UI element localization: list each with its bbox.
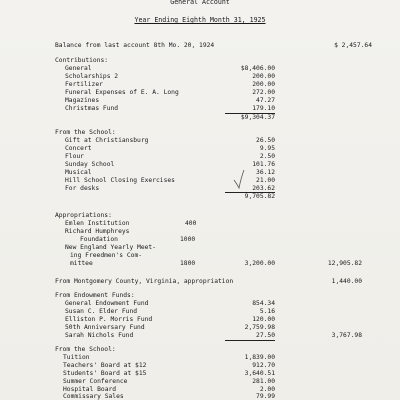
contribution-amount: 272.00 <box>252 89 275 96</box>
contribution-label: Fertilizer <box>65 81 103 88</box>
contribution-label: Christmas Fund <box>65 105 119 112</box>
endowment-item-label: Sarah Nichols Fund <box>65 332 134 339</box>
school-item-label: Gift at Christiansburg <box>65 137 149 144</box>
contributions-total: $9,304.37 <box>240 114 275 121</box>
endowment-item-amount: 5.16 <box>259 308 275 315</box>
school2-item-label: Hospital Board <box>63 386 117 393</box>
running-total: 12,905.82 <box>327 260 362 267</box>
endowment-total: 3,767.98 <box>331 332 362 339</box>
contribution-amount: $8,406.00 <box>240 65 275 72</box>
school-item-amount: 9.95 <box>259 145 275 152</box>
school-item-label: For desks <box>65 185 100 192</box>
school2-item-amount: 281.00 <box>252 378 275 385</box>
school2-item-amount: 79.99 <box>256 393 275 400</box>
richard-label-2: Foundation <box>80 236 118 243</box>
contribution-label: Magazines <box>65 97 100 104</box>
emlen-label: Emlen Institution <box>65 220 130 227</box>
endowment-item-label: Susan C. Elder Fund <box>65 308 138 315</box>
endowment-item-label: Elliston P. Morris Fund <box>65 316 153 323</box>
contribution-label: Scholarships 2 <box>65 73 119 80</box>
richard-amount: 1000 <box>180 236 196 243</box>
balance-amount: $ 2,457.64 <box>334 42 372 49</box>
school2-item-label: Tuition <box>63 354 90 361</box>
total-rule <box>225 340 275 341</box>
endowment-item-amount: 27.50 <box>256 332 275 339</box>
new-england-label-1: New England Yearly Meet- <box>65 244 156 251</box>
school-item-label: Sunday School <box>65 161 115 168</box>
school2-item-label: Commissary Sales <box>63 393 124 400</box>
montgomery-amount: 1,440.00 <box>331 278 362 285</box>
pencil-check-mark <box>232 168 246 190</box>
emlen-amount: 400 <box>185 220 197 227</box>
contribution-amount: 47.27 <box>256 97 275 104</box>
new-england-label-2: ing Freedmen's Com- <box>70 252 143 259</box>
school-total: 9,705.82 <box>244 193 275 200</box>
balance-label: Balance from last account 8th Mo. 20, 1924 <box>55 42 215 49</box>
school-item-label: Hill School Closing Exercises <box>65 177 175 184</box>
appropriations-heading: Appropriations: <box>55 212 112 219</box>
school-item-label: Flour <box>65 153 84 160</box>
school2-item-amount: 3,640.51 <box>244 370 275 377</box>
school2-item-amount: 912.70 <box>252 362 275 369</box>
endowment-item-label: 50th Anniversary Fund <box>65 324 145 331</box>
endowment-item-amount: 854.34 <box>252 300 275 307</box>
contribution-amount: 179.10 <box>252 105 275 112</box>
school-item-amount: 26.50 <box>256 137 275 144</box>
school-item-amount: 101.76 <box>252 161 275 168</box>
contribution-label: Funeral Expenses of E. A. Long <box>65 89 179 96</box>
contributions-heading: Contributions: <box>55 57 109 64</box>
school-item-amount: 36.12 <box>256 169 275 176</box>
contribution-amount: 200.00 <box>252 81 275 88</box>
school-item-amount: 21.00 <box>256 177 275 184</box>
endowment-item-amount: 2,759.98 <box>244 324 275 331</box>
school2-item-label: Teachers' Board at $12 <box>63 362 147 369</box>
school-heading: From the School: <box>55 129 116 136</box>
school-heading-2: From the School: <box>55 346 116 353</box>
contribution-label: General <box>65 65 92 72</box>
endowment-heading: From Endowment Funds: <box>55 292 135 299</box>
richard-label-1: Richard Humphreys <box>65 228 130 235</box>
school-item-label: Concert <box>65 145 92 152</box>
school-item-amount: 2.50 <box>259 153 275 160</box>
montgomery-label: From Montgomery County, Virginia, appropriation <box>55 278 234 285</box>
page-title: General Account <box>170 0 230 6</box>
school-item-label: Musical <box>65 169 92 176</box>
new-england-amount: 1800 <box>180 260 196 267</box>
school-item-amount: 203.62 <box>252 185 275 192</box>
endowment-item-label: General Endowment Fund <box>65 300 149 307</box>
school2-item-label: Summer Conference <box>63 378 128 385</box>
new-england-label-3: mittee <box>70 260 93 267</box>
contribution-amount: 200.00 <box>252 73 275 80</box>
page-subtitle: Year Ending Eighth Month 31, 1925 <box>134 16 266 24</box>
school2-item-amount: 1,839.00 <box>244 354 275 361</box>
endowment-item-amount: 120.00 <box>252 316 275 323</box>
school2-item-label: Students' Board at $15 <box>63 370 147 377</box>
appropriations-subtotal: 3,200.00 <box>244 260 275 267</box>
school2-item-amount: 2.00 <box>259 386 275 393</box>
